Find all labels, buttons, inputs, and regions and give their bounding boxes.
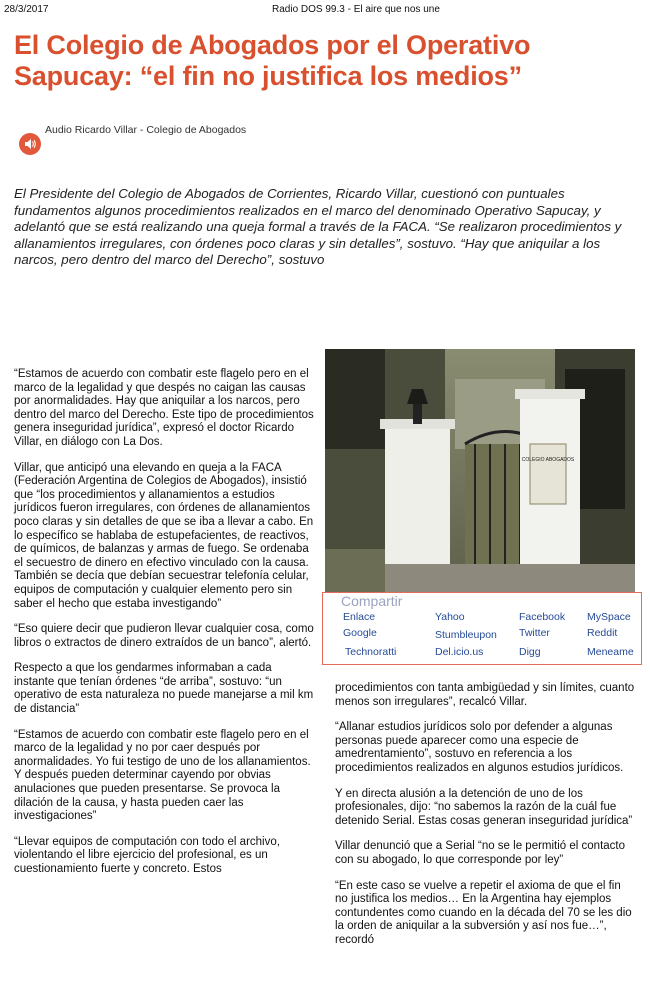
paragraph: “Allanar estudios jurídicos solo por defender a algunas personas puede aparecer como una especie de amedrentamiento”, sostuvo en referencia a los procedimientos realizados en algunos estudios jurídicos. bbox=[335, 721, 624, 774]
share-link-digg[interactable]: Digg bbox=[519, 646, 541, 658]
share-title: Compartir bbox=[341, 593, 403, 609]
paragraph: “Estamos de acuerdo con combatir este flagelo pero en el marco de la legalidad y que despés no caigan las causas por anormalidades. Hay que aniquilar a los narcos, pero dentro del marco del Derecho. Este tipo de procedimientos genera inseguridad jurídica”, expresó el doctor Ricardo Villar, en diálogo con La Dos. bbox=[14, 368, 314, 448]
paragraph: procedimientos con tanta ambigüedad y sin límites, cuanto menos son irregulares”, recalcó Villar. bbox=[335, 682, 635, 708]
audio-play-button[interactable] bbox=[19, 133, 41, 155]
gate-photo-illustration bbox=[325, 349, 635, 592]
audio-label: Audio Ricardo Villar - Colegio de Abogados bbox=[45, 124, 247, 136]
paragraph: Villar denunció que a Serial “no se le permitió el contacto con su abogado, lo que corresponde por ley” bbox=[335, 840, 626, 866]
share-link-delicious[interactable]: Del.icio.us bbox=[435, 646, 484, 658]
article-headline: El Colegio de Abogados por el Operativo Sapucay: “el fin no justifica los medios” bbox=[14, 30, 531, 91]
article-intro: El Presidente del Colegio de Abogados de Corrientes, Ricardo Villar, cuestionó con puntuales fundamentos algunos procedimientos realizados en el marco del denominado Operativo Sapucay, y adelantó que se está realizando una queja formal a través de la FACA. “Se realizaron procedimientos y allanamientos irregulares, con órdenes poco claras y sin detalles”, sostuvo. “Hay que aniquilar a los narcos, pero dentro del marco del Derecho”, sostuvo bbox=[14, 186, 622, 267]
print-date: 28/3/2017 bbox=[4, 4, 49, 15]
paragraph: “Llevar equipos de computación con todo el archivo, violentando el libre ejercicio del profesional, es un cuestionamiento fuerte y concreto. Estos bbox=[14, 835, 280, 875]
paragraph: “En este caso se vuelve a repetir el axioma de que el fin no justifica los medios… En la Argentina hay ejemplos contundentes como cuando en la década del 70 se les dio la orden de aniquilar a la subversión y así nos fue…”, recordó bbox=[335, 879, 632, 946]
share-link-twitter[interactable]: Twitter bbox=[519, 627, 550, 639]
paragraph: Villar, que anticipó una elevando en queja a la FACA (Federación Argentina de Colegios de Abogados), insistió que “los procedimientos y allanamientos a estudios jurídicos fueron irregulares, con órdenes de allanamientos poco claras y sin detalles de que se iba a llevar a cabo. En lo específico se hablaba de estupefacientes, de reactivos, de químicos, de balanzas y armas de fuego. Se ordenaba el secuestro de dinero en efectivo vinculado con la causa. También se decía que debían secuestrar telefonía celular, equipos de computación y cualquier elemento pero sin saber el hecho que estaba investigando” bbox=[14, 461, 314, 610]
share-link-meneame[interactable]: Meneame bbox=[587, 646, 634, 658]
left-column bbox=[14, 368, 314, 889]
share-link-facebook[interactable]: Facebook bbox=[519, 611, 566, 623]
photo-sign-text: COLEGIO ABOGADOS bbox=[521, 457, 575, 463]
right-column bbox=[335, 682, 635, 960]
share-link-technoratti[interactable]: Technoratti bbox=[345, 646, 397, 658]
share-link-myspace[interactable]: MySpace bbox=[587, 611, 631, 623]
share-link-google[interactable]: Google bbox=[343, 627, 377, 639]
speaker-icon bbox=[23, 137, 37, 151]
paragraph: Y en directa alusión a la detención de uno de los profesionales, dijo: “no sabemos la razón de la cuál fue detenido Serial. Estas cosas generan inseguridad jurídica” bbox=[335, 787, 633, 827]
paragraph: Respecto a que los gendarmes informaban a cada instante que tenían órdenes “de arriba”, sostuvo: “un operativo de esta naturaleza no puede manejarse a mil km de distancia” bbox=[14, 662, 314, 716]
share-link-stumbleupon[interactable]: Stumbleupon bbox=[435, 629, 497, 641]
paragraph: “Estamos de acuerdo con combatir este flagelo pero en el marco de la legalidad y no por caer después por anormalidades. Yo fui testigo de uno de los allanamientos. Y después pueden determinar cayendo por obvias anulaciones que pueden presentarse. Se provoca la dilación de la causa, y hasta pueden caer las investigaciones” bbox=[14, 728, 311, 823]
share-link-enlace[interactable]: Enlace bbox=[343, 611, 376, 623]
share-box bbox=[322, 592, 642, 665]
share-link-reddit[interactable]: Reddit bbox=[587, 627, 618, 639]
site-title: Radio DOS 99.3 - El aire que nos une bbox=[272, 4, 440, 15]
article-photo bbox=[325, 349, 635, 592]
share-link-yahoo[interactable]: Yahoo bbox=[435, 611, 465, 623]
paragraph: “Eso quiere decir que pudieron llevar cualquier cosa, como libros o extractos de dinero extraídos de un banco”, alertó. bbox=[14, 623, 314, 649]
